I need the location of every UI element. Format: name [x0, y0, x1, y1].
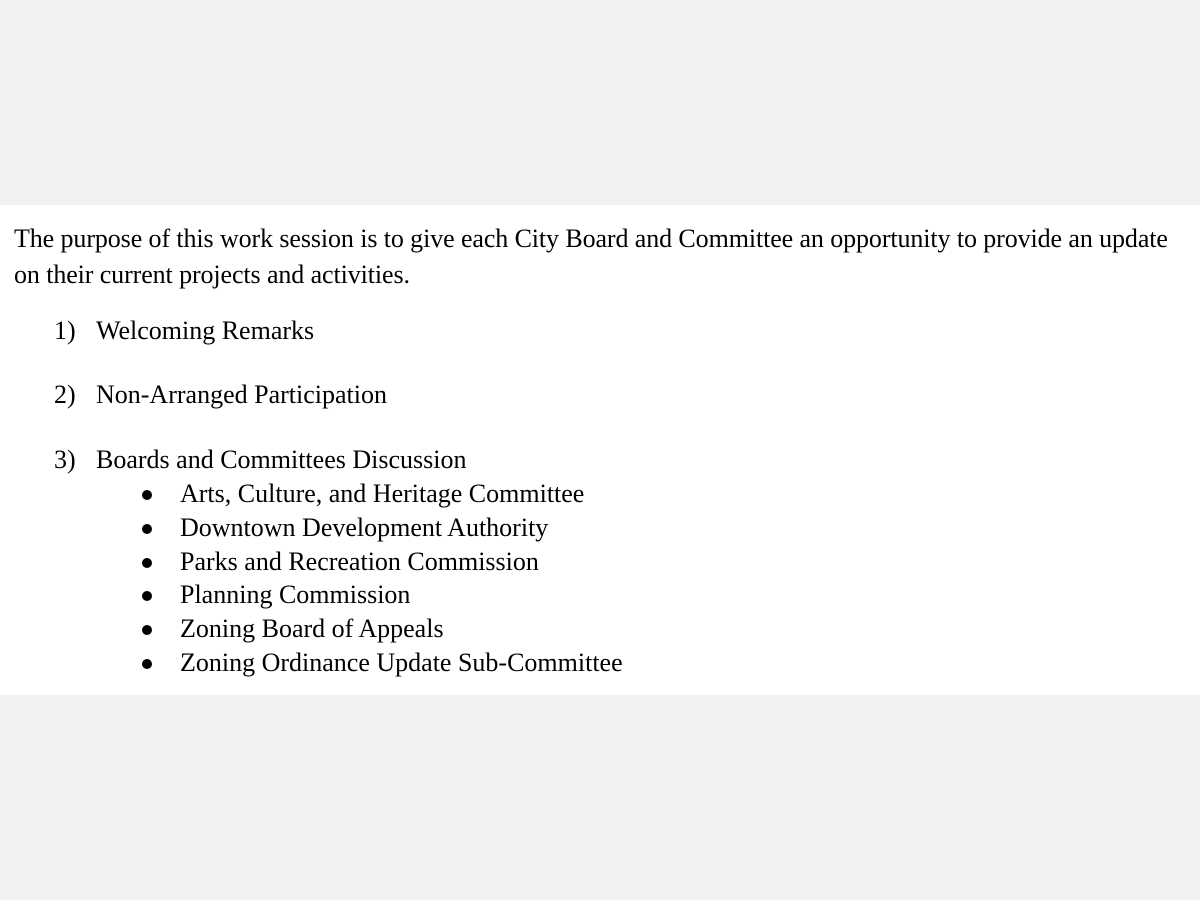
- committee-label: Parks and Recreation Commission: [180, 546, 539, 576]
- agenda-item-label: Boards and Committees Discussion: [96, 445, 467, 474]
- intro-paragraph: The purpose of this work session is to give each City Board and Committee an opportunity to provide an update on their current projects and activities.: [14, 224, 1168, 289]
- committee-label: Arts, Culture, and Heritage Committee: [180, 479, 585, 508]
- bullet-icon: [142, 558, 152, 568]
- committee-label: Downtown Development Authority: [180, 512, 549, 542]
- agenda-list: [0, 205, 1200, 695]
- agenda-item-label: Non-Arranged Participation: [96, 380, 387, 409]
- agenda-item-number: 3): [54, 445, 76, 474]
- bullet-icon: [142, 524, 152, 534]
- bullet-icon: [142, 490, 152, 500]
- bullet-icon: [142, 625, 152, 635]
- document-page: [0, 205, 1200, 695]
- agenda-item-label: Welcoming Remarks: [96, 316, 315, 345]
- committee-label: Zoning Board of Appeals: [180, 614, 444, 644]
- committee-label: Zoning Ordinance Update Sub-Committee: [180, 647, 623, 677]
- bullet-icon: [142, 659, 152, 669]
- agenda-item-number: 2): [54, 380, 76, 409]
- bullet-icon: [142, 591, 152, 601]
- committee-label: Planning Commission: [180, 580, 411, 610]
- agenda-item-number: 1): [54, 316, 76, 345]
